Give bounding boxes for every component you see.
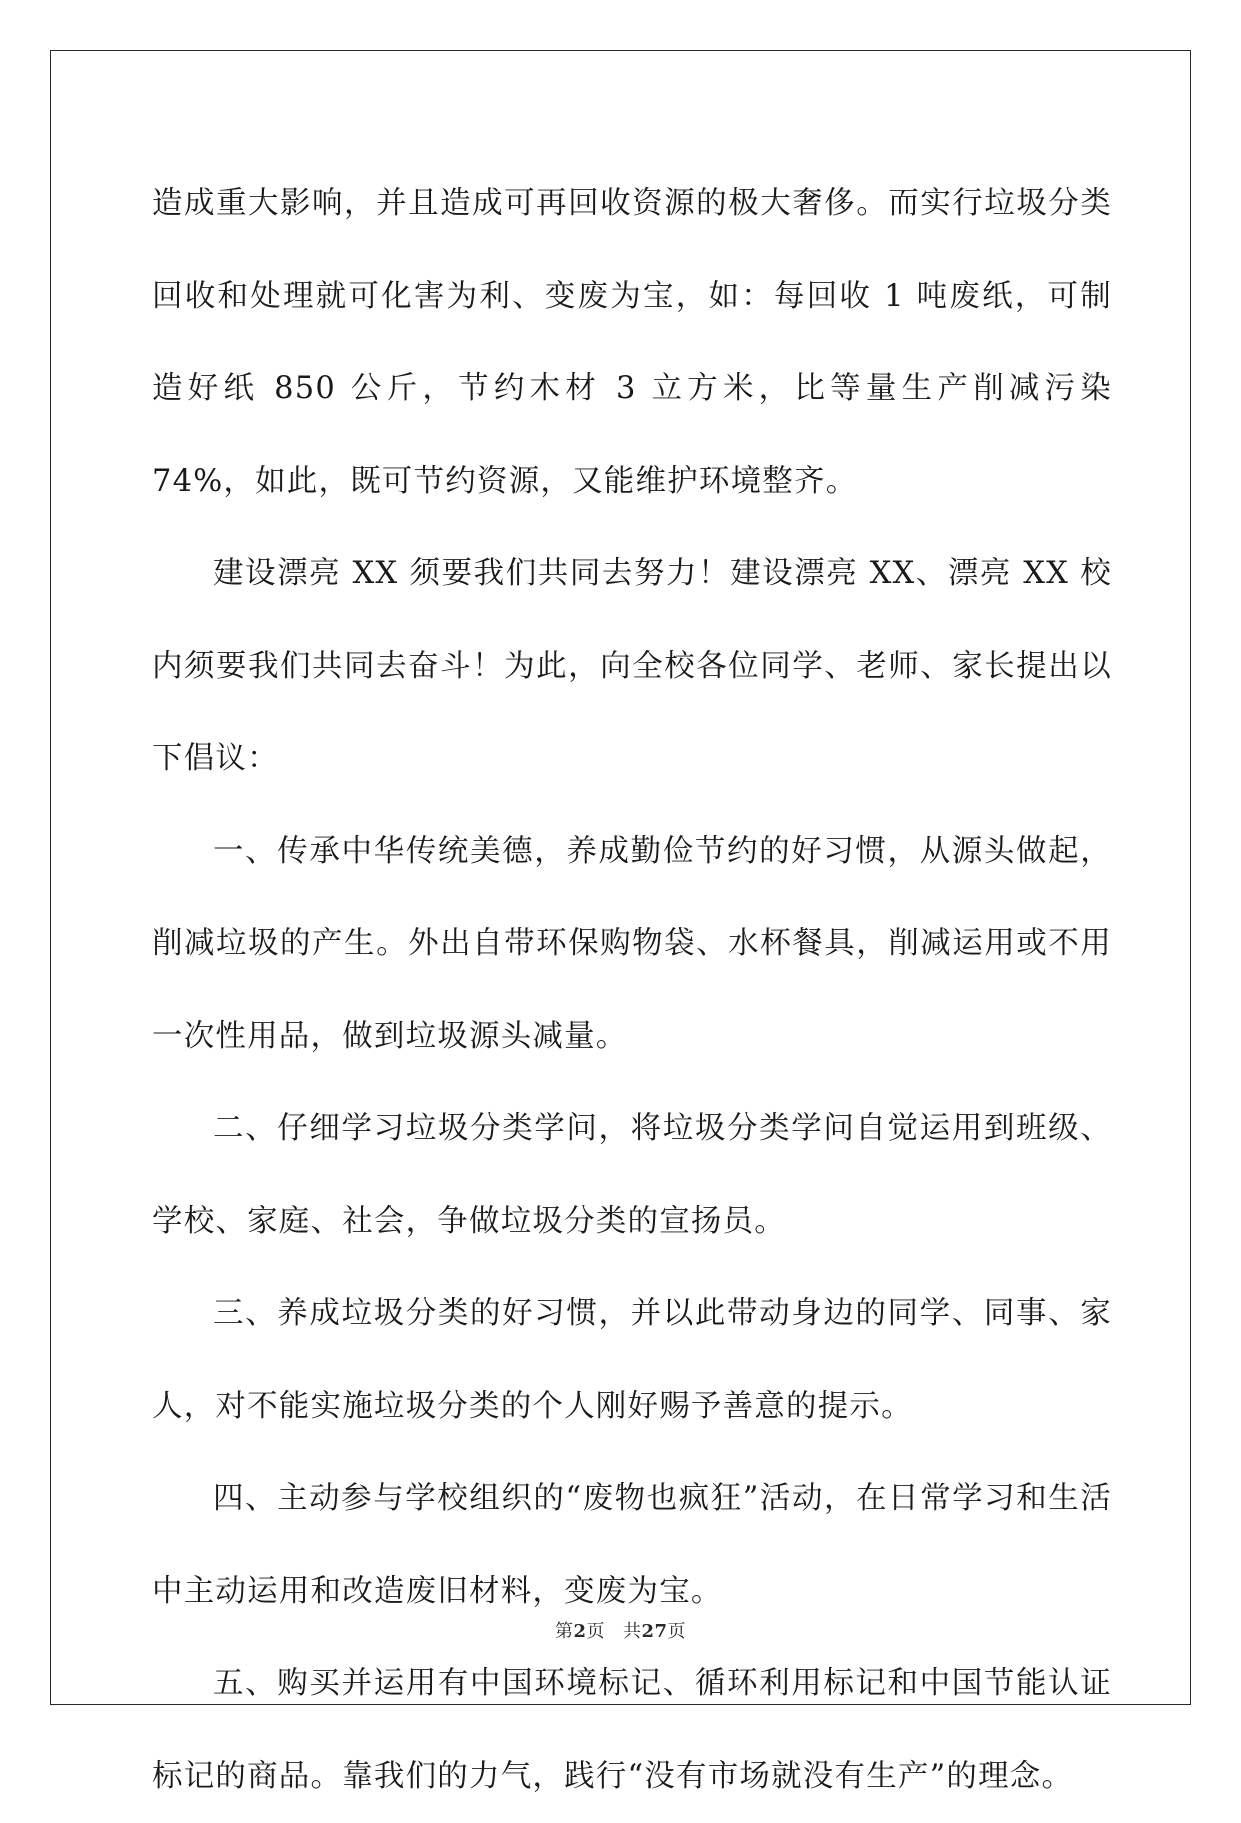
current-page-number: 2 bbox=[573, 1621, 587, 1642]
paragraph-item-5: 五、购买并运用有中国环境标记、循环利用标记和中国节能认证标记的商品。靠我们的力气，践行“没有市场就没有生产”的理念。 bbox=[152, 1666, 1112, 1794]
total-suffix: 页 bbox=[667, 1621, 687, 1642]
paragraph-item-4: 四、主动参与学校组织的“废物也疯狂”活动，在日常学习和生活中主动运用和改造废旧材料，变废为宝。 bbox=[152, 1481, 1112, 1609]
paragraph-continuation: 造成重大影响，并且造成可再回收资源的极大奢侈。而实行垃圾分类回收和处理就可化害为利、变废为宝，如：每回收 1 吨废纸，可制造好纸 850 公斤，节约木材 3 立方米，比等量生产削减污染 74%，如此，既可节约资源，又能维护环境整齐。 bbox=[152, 186, 1112, 499]
paragraph-item-1: 一、传承中华传统美德，养成勤俭节约的好习惯，从源头做起，削减垃圾的产生。外出自带环保购物袋、水杯餐具，削减运用或不用一次性用品，做到垃圾源头减量。 bbox=[152, 833, 1112, 1054]
paragraph-item-3: 三、养成垃圾分类的好习惯，并以此带动身边的同学、同事、家人，对不能实施垃圾分类的个人刚好赐予善意的提示。 bbox=[152, 1296, 1112, 1424]
paragraph-item-2: 二、仔细学习垃圾分类学问，将垃圾分类学问自觉运用到班级、学校、家庭、社会，争做垃圾分类的宣扬员。 bbox=[152, 1111, 1112, 1239]
document-body bbox=[152, 158, 1112, 1823]
paragraph-appeal: 建设漂亮 XX 须要我们共同去努力！建设漂亮 XX、漂亮 XX 校内须要我们共同去奋斗！为此，向全校各位同学、老师、家长提出以下倡议： bbox=[152, 556, 1112, 776]
total-prefix: 共 bbox=[622, 1621, 642, 1642]
total-page-number: 27 bbox=[641, 1621, 668, 1642]
page-suffix: 页 bbox=[586, 1621, 605, 1642]
page-prefix: 第 bbox=[554, 1621, 574, 1642]
page-number-footer bbox=[0, 1617, 1241, 1643]
